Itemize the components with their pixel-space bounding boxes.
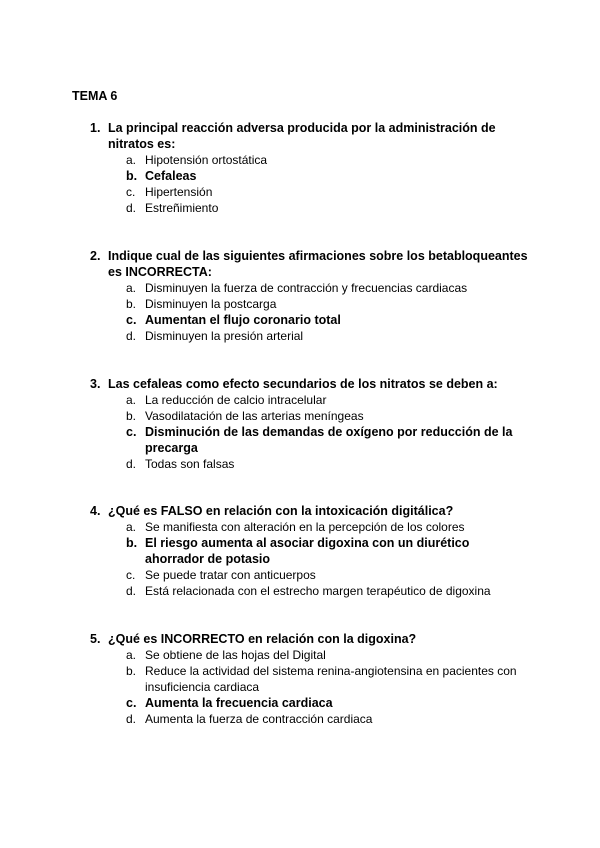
question-text: Indique cual de las siguientes afirmaciones sobre los betabloqueantes es INCORRECTA: xyxy=(108,249,528,279)
question-number: 3. xyxy=(90,377,101,391)
question-2 xyxy=(90,248,530,344)
option-list xyxy=(90,280,530,344)
question-number: 5. xyxy=(90,632,101,646)
option-d: d. Aumenta la fuerza de contracción cardiaca xyxy=(126,712,373,726)
question-1 xyxy=(90,120,530,216)
option-b: b. Disminuyen la postcarga xyxy=(126,297,277,311)
option-list xyxy=(90,519,530,599)
option-d: d. Disminuyen la presión arterial xyxy=(126,329,304,343)
option-c: c. Se puede tratar con anticuerpos xyxy=(126,568,316,582)
question-3 xyxy=(90,376,530,472)
option-d: d. Está relacionada con el estrecho margen terapéutico de digoxina xyxy=(126,584,491,598)
option-a: a. Hipotensión ortostática xyxy=(126,153,268,167)
question-number: 1. xyxy=(90,121,101,135)
question-text: La principal reacción adversa producida por la administración de nitratos es: xyxy=(108,121,496,151)
option-a: a. Se obtiene de las hojas del Digital xyxy=(126,648,326,662)
option-c: c. Aumenta la frecuencia cardiaca xyxy=(126,696,333,710)
question-number: 4. xyxy=(90,504,101,518)
question-number: 2. xyxy=(90,249,101,263)
option-d: d. Todas son falsas xyxy=(126,457,235,471)
option-c: c. Aumentan el flujo coronario total xyxy=(126,313,341,327)
option-c: c. Hipertensión xyxy=(126,185,213,199)
option-list xyxy=(90,647,530,727)
option-b: b. Vasodilatación de las arterias meníngeas xyxy=(126,409,364,423)
question-4 xyxy=(90,503,530,599)
option-a: a. Disminuyen la fuerza de contracción y frecuencias cardiacas xyxy=(126,281,468,295)
option-a: a. Se manifiesta con alteración en la percepción de los colores xyxy=(126,520,465,534)
question-text: ¿Qué es FALSO en relación con la intoxicación digitálica? xyxy=(108,504,454,518)
option-b: b. Reduce la actividad del sistema renina-angiotensina en pacientes con insuficiencia cardiaca xyxy=(126,664,517,694)
option-list xyxy=(90,392,530,472)
option-b: b. Cefaleas xyxy=(126,169,197,183)
option-b: b. El riesgo aumenta al asociar digoxina con un diurético ahorrador de potasio xyxy=(126,536,470,566)
option-c: c. Disminución de las demandas de oxígeno por reducción de la precarga xyxy=(126,425,513,455)
option-a: a. La reducción de calcio intracelular xyxy=(126,393,327,407)
page-title: TEMA 6 xyxy=(72,89,118,103)
question-5 xyxy=(90,631,530,727)
question-text: ¿Qué es INCORRECTO en relación con la digoxina? xyxy=(108,632,417,646)
question-text: Las cefaleas como efecto secundarios de los nitratos se deben a: xyxy=(108,377,498,391)
option-list xyxy=(90,152,530,216)
option-d: d. Estreñimiento xyxy=(126,201,219,215)
